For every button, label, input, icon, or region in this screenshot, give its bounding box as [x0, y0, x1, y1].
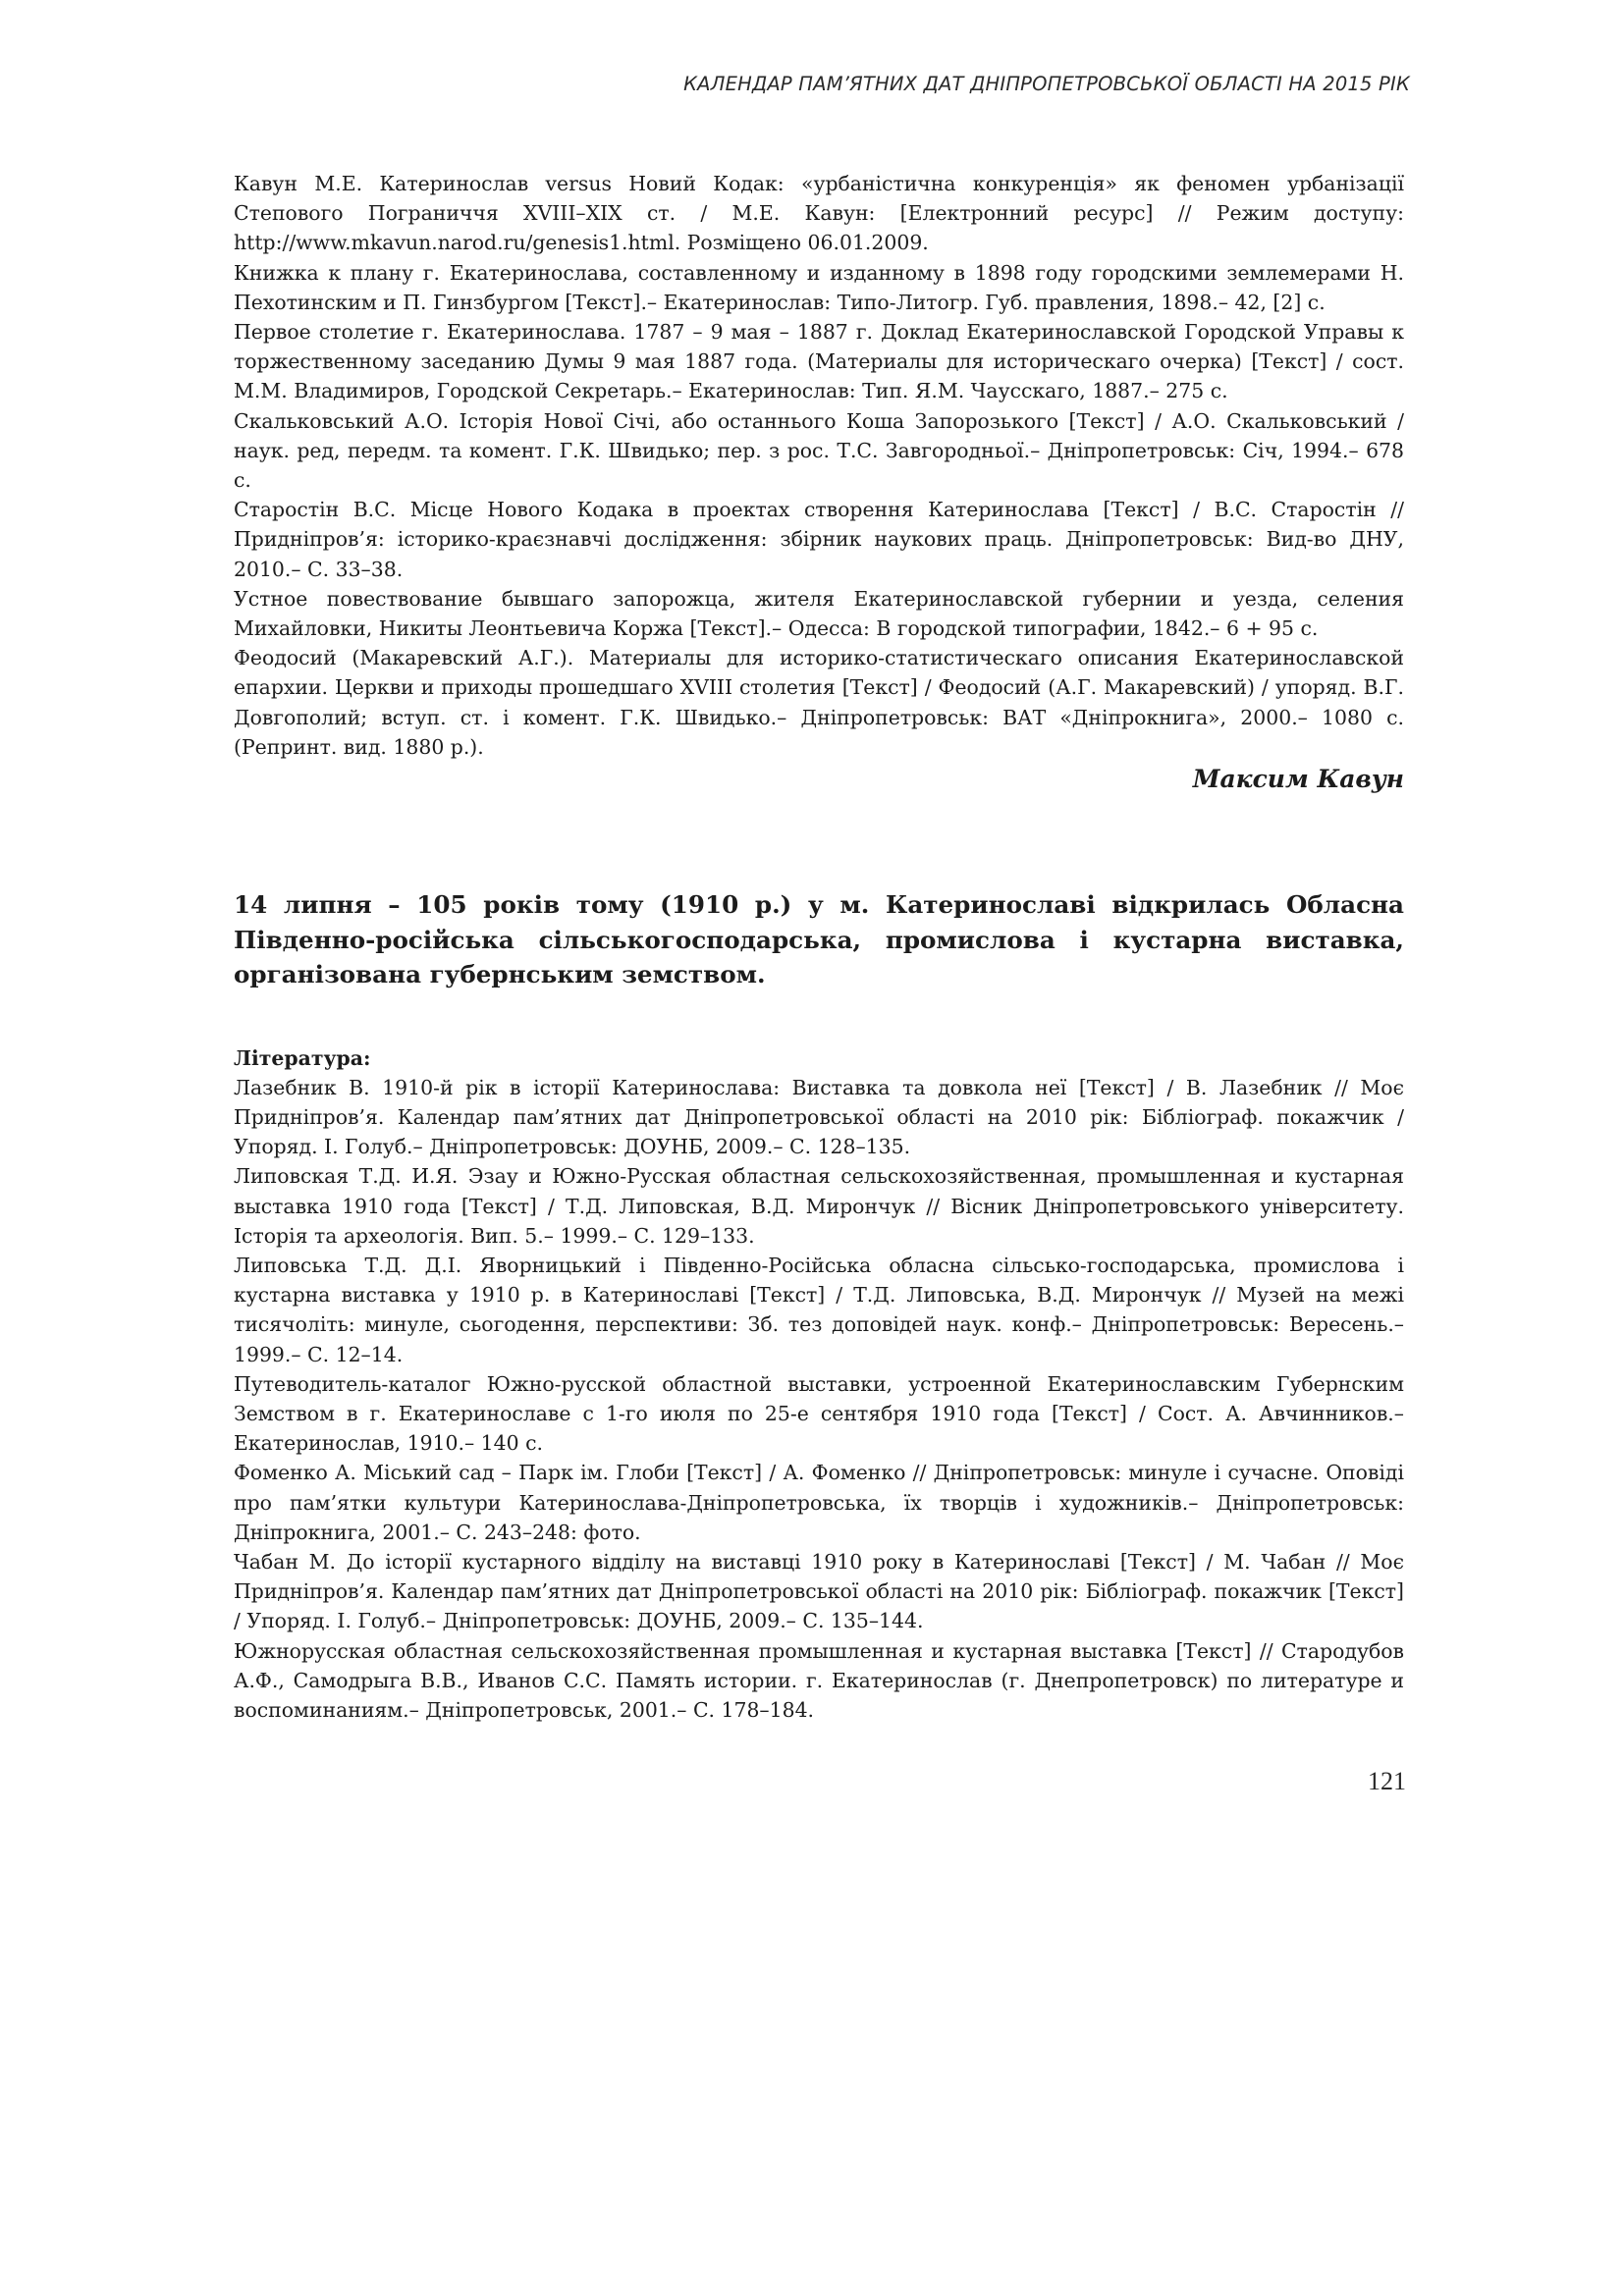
- event-heading: 14 липня – 105 років тому (1910 р.) у м. Катеринославі відкрилась Обласна Південно-російська сільськогосподарська, промислова і кустарна виставка, організована губернським земством.: [234, 890, 1404, 989]
- bibliography-entry: Южнорусская областная сельскохозяйственная промышленная и кустарная выставка [Текст] // Стародубов А.Ф., Самодрыга В.В., Иванов С.С. Память истории. г. Екатеринослав (г. Днепропетровск) по литературе и воспоминаниям.– Дніпропетровськ, 2001.– С. 178–184.: [234, 1638, 1404, 1723]
- page-number: 121: [1368, 1767, 1406, 1795]
- bibliography-entry: Липовська Т.Д. Д.І. Яворницький і Південно-Російська обласна сільсько-господарська, промислова і кустарна виставка у 1910 р. в Катеринославі [Текст] / Т.Д. Липовська, В.Д. Мирончук // Музей на межі тисячоліть: минуле, сьогодення, перспективи: Зб. тез доповідей наук. конф.– Дніпропетровськ: Вересень.– 1999.– С. 12–14.: [234, 1253, 1404, 1366]
- bibliography-entry: Лазебник В. 1910-й рік в історії Катеринослава: Виставка та довкола неї [Текст] / В. Лазебник // Моє Придніпров’я. Календар пам’ятних дат Дніпропетровської області на 2010 рік: Бібліограф. покажчик / Упоряд. І. Голуб.– Дніпропетровськ: ДОУНБ, 2009.– С. 128–135.: [234, 1075, 1404, 1159]
- bibliography-entry: Устное повествование бывшаго запорожца, жителя Екатеринославской губернии и уезда, селения Михайловки, Никиты Леонтьевича Коржа [Текст].– Одесса: В городской типографии, 1842.– 6 + 95 с.: [234, 586, 1404, 641]
- bibliography-entry: Чабан М. До історії кустарного відділу на виставці 1910 року в Катеринославі [Текст] / М. Чабан // Моє Придніпров’я. Календар пам’ятних дат Дніпропетровської області на 2010 рік: Бібліограф. покажчик [Текст] / Упоряд. І. Голуб.– Дніпропетровськ: ДОУНБ, 2009.– С. 135–144.: [234, 1550, 1404, 1633]
- bibliography-section-2: [234, 1073, 1404, 1725]
- bibliography-entry: Скальковський А.О. Історія Нової Січі, або останнього Коша Запорозького [Текст] / А.О. Скальковський / наук. ред, передм. та комент. Г.К. Швидько; пер. з рос. Т.С. Завгородньої.– Дніпропетровськ: Січ, 1994.– 678 с.: [234, 408, 1404, 493]
- bibliography-section-1: [234, 169, 1404, 795]
- bibliography-entry: Феодосий (Макаревский А.Г.). Материалы для историко-статистическаго описания Екатеринославской епархии. Церкви и приходы прошедшаго XVIII столетия [Текст] / Феодосий (А.Г. Макаревский) / упоряд. В.Г. Довгополий; вступ. ст. і комент. Г.К. Швидько.– Дніпропетровськ: ВАТ «Дніпрокнига», 2000.– 1080 с. (Репринт. вид. 1880 р.).: [234, 646, 1404, 759]
- bibliography-entry: Первое столетие г. Екатеринослава. 1787 – 9 мая – 1887 г. Доклад Екатеринославской Городской Управы к торжественному заседанию Думы 9 мая 1887 года. (Материалы для историческаго очерка) [Текст] / сост. М.М. Владимиров, Городской Секретарь.– Екатеринослав: Тип. Я.М. Чаусскаго, 1887.– 275 с.: [234, 320, 1404, 403]
- page-content: [234, 169, 1404, 1725]
- bibliography-entry: Липовская Т.Д. И.Я. Эзау и Южно-Русская областная сельскохозяйственная, промышленная и кустарная выставка 1910 года [Текст] / Т.Д. Липовская, В.Д. Мирончук // Вісник Дніпропетровського університету. Історія та археологія. Вип. 5.– 1999.– С. 129–133.: [234, 1164, 1404, 1248]
- running-header: КАЛЕНДАР ПАМ’ЯТНИХ ДАТ ДНІПРОПЕТРОВСЬКОЇ ОБЛАСТІ НА 2015 РІК: [683, 73, 1410, 95]
- bibliography-entry: Старостін В.С. Місце Нового Кодака в проектах створення Катеринослава [Текст] / В.С. Старостін // Придніпров’я: історико-краєзнавчі дослідження: збірник наукових праць. Дніпропетровськ: Вид-во ДНУ, 2010.– С. 33–38.: [234, 498, 1404, 581]
- author-signature: Максим Кавун: [1192, 765, 1404, 794]
- literature-label: Література:: [234, 1045, 371, 1070]
- bibliography-entry: Книжка к плану г. Екатеринослава, составленному и изданному в 1898 году городскими землемерами Н. Пехотинским и П. Гинзбургом [Текст].– Екатеринослав: Типо-Литогр. Губ. правления, 1898.– 42, [2] с.: [234, 260, 1404, 314]
- bibliography-entry: Кавун М.Е. Катеринослав versus Новий Кодак: «урбаністична конкуренція» як феномен урбанізації Степового Пограниччя XVIII–XIX ст. / М.Е. Кавун: [Електронний ресурс] // Режим доступу: http://www.mkavun.narod.ru/genesis1.html. Розміщено 06.01.2009.: [234, 172, 1404, 255]
- bibliography-entry: Путеводитель-каталог Южно-русской областной выставки, устроенной Екатеринославским Губернским Земством в г. Екатеринославе с 1-го июля по 25-е сентября 1910 года [Текст] / Сост. А. Авчинников.– Екатеринослав, 1910.– 140 с.: [234, 1371, 1404, 1456]
- bibliography-entry: Фоменко А. Міський сад – Парк ім. Глоби [Текст] / А. Фоменко // Дніпропетровськ: минуле і сучасне. Оповіді про пам’ятки культури Катеринослава-Дніпропетровська, їх творців і художників.– Дніпропетровськ: Дніпрокнига, 2001.– С. 243–248: фото.: [234, 1461, 1404, 1544]
